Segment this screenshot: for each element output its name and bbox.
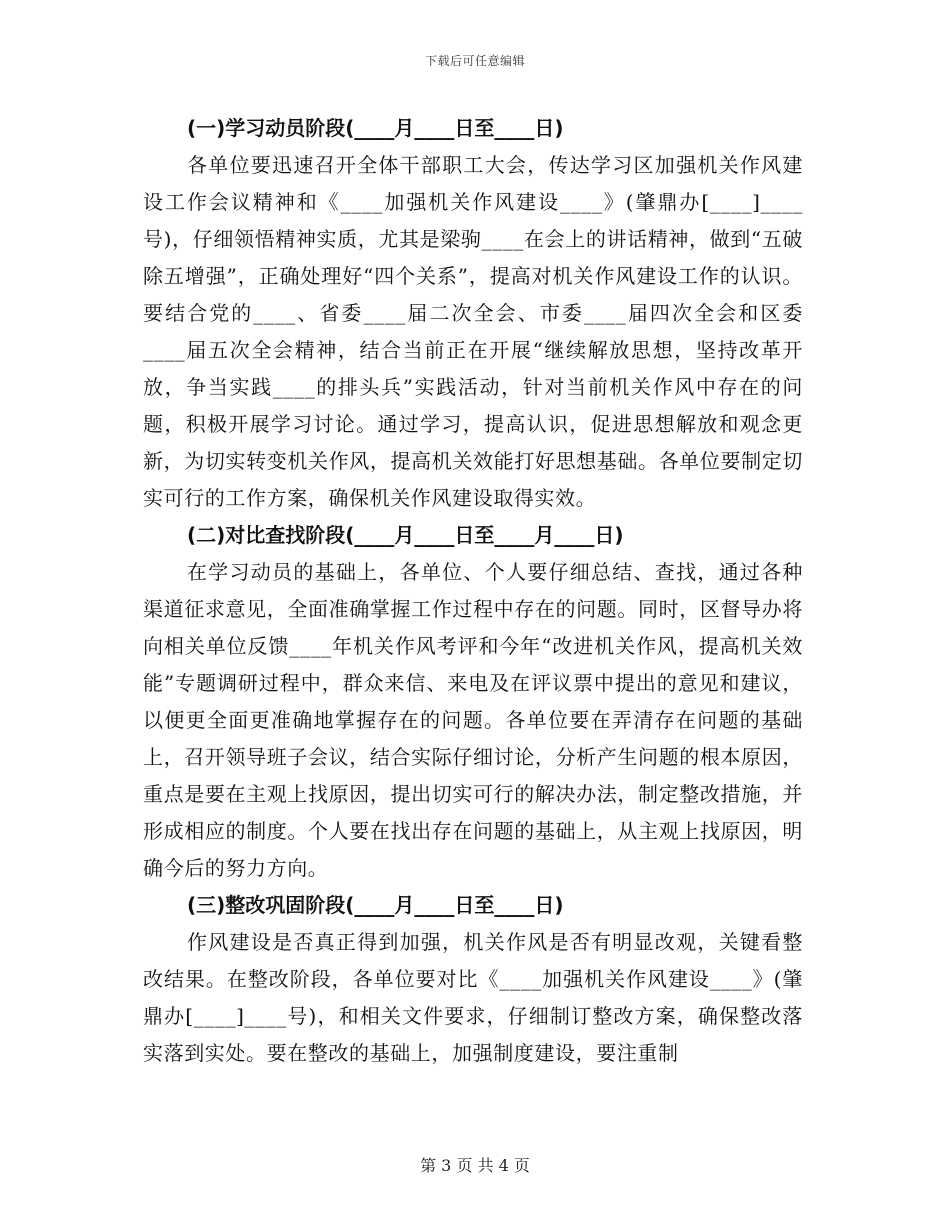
section-paragraph: 作风建设是否真正得到加强，机关作风是否有明显改观，关键看整改结果。在整改阶段，各单位要对比《____加强机关作风建设____》(肇鼎办[____]____号)，和相关文件要求，仔细制订整改方案，确保整改落实落到实处。要在整改的基础上，加强制度建设，要注重制 bbox=[143, 930, 803, 1065]
document-body bbox=[143, 110, 803, 1072]
section-paragraph: 在学习动员的基础上，各单位、个人要仔细总结、查找，通过各种渠道征求意见，全面准确掌握工作过程中存在的问题。同时，区督导办将向相关单位反馈____年机关作风考评和今年“改进机关作风，提高机关效能”专题调研过程中，群众来信、来电及在评议票中提出的意见和建议，以便更全面更准确地掌握存在的问题。各单位要在弄清存在问题的基础上，召开领导班子会议，结合实际仔细讨论，分析产生问题的根本原因，重点是要在主观上找原因，提出切实可行的解决办法，制定整改措施，并形成相应的制度。个人要在找出存在问题的基础上，从主观上找原因，明确今后的努力方向。 bbox=[143, 560, 803, 880]
page-number: 第 3 页 共 4 页 bbox=[420, 1156, 530, 1175]
section-heading-rectification: (三)整改巩固阶段(____月____日至____日) bbox=[187, 893, 564, 917]
section-paragraph: 各单位要迅速召开全体干部职工大会，传达学习区加强机关作风建设工作会议精神和《____加强机关作风建设____》(肇鼎办[____]____号)，仔细领悟精神实质，尤其是梁驹____在会上的讲话精神，做到“五破除五增强”，正确处理好“四个关系”，提高对机关作风建设工作的认识。要结合党的____、省委____届二次全会、市委____届四次全会和区委____届五次全会精神，结合当前正在开展“继续解放思想，坚持改革开放，争当实践____的排头兵”实践活动，针对当前机关作风中存在的问题，积极开展学习讨论。通过学习，提高认识，促进思想解放和观念更新，为切实转变机关作风，提高机关效能打好思想基础。各单位要制定切实可行的工作方案，确保机关作风建设取得实效。 bbox=[143, 153, 803, 510]
page-header-note: 下载后可任意编辑 bbox=[424, 54, 525, 68]
section-heading-comparison-search: (二)对比查找阶段(____月____日至____月____日) bbox=[187, 523, 624, 547]
section-heading-study-mobilization: (一)学习动员阶段(____月____日至____日) bbox=[187, 116, 564, 140]
